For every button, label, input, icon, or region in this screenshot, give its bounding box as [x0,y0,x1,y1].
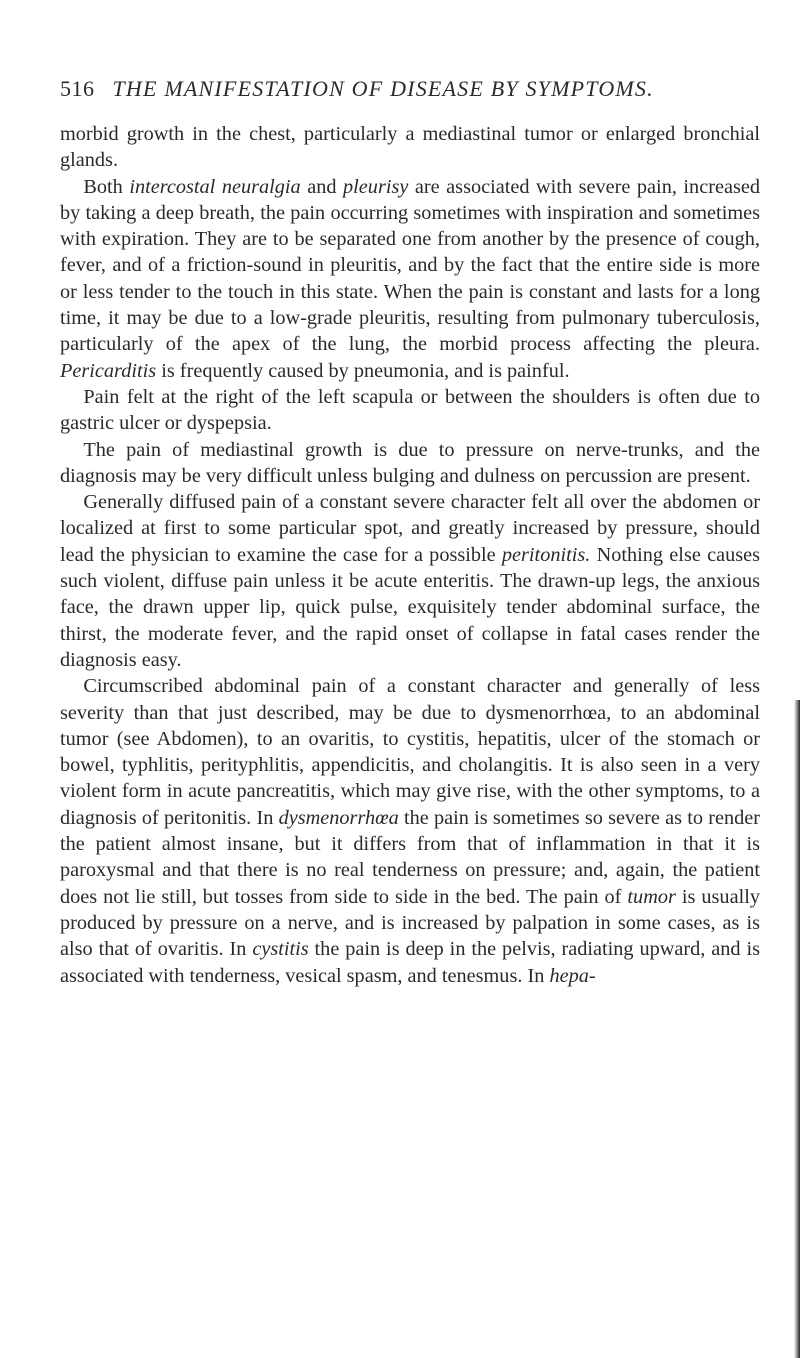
text-span: Pain felt at the right of the left scapula or between the shoulders is often due to gastric ulcer or dyspepsia. [60,385,760,435]
italic-term: cystitis [252,938,309,961]
text-span: morbid growth in the chest, particularly a mediastinal tumor or enlarged bronchial glands. [60,123,760,172]
text-span: The pain of mediastinal growth is due to pressure on nerve-trunks, and the diagnosis may be very difficult unless bulging and dulness on percussion are present. [60,438,760,487]
paragraph-scapula-pain [60,384,760,437]
paragraph-mediastinal-continuation [60,121,760,174]
paragraph-mediastinal-growth [60,437,760,490]
page-edge-shadow [794,700,800,1358]
page-number: 516 [60,76,95,101]
italic-term: pleurisy [343,175,409,198]
paragraph-neuralgia-pleurisy [60,174,760,384]
text-span: are associated with severe pain, increased by taking a deep breath, the pain occurring sometimes with inspiration and sometimes with expiration. They are to be separated one from another by the presence of cough, fever, and of a friction-sound in pleuritis, and by the fact that the entire side is more or less tender to the touch in this state. When the pain is constant and lasts for a long time, it may be due to a low-grade pleuritis, resulting from pulmonary tuberculosis, particularly of the apex of the lung, the morbid process affecting the pleura. [60,175,760,356]
text-span: Nothing else causes such violent, diffuse pain unless it be acute enteritis. The drawn-up legs, the anxious face, the drawn upper lip, quick pulse, exquisitely tender abdominal surface, the thirst, the moderate fever, and the rapid onset of collapse in fatal cases render the diagnosis easy. [60,543,760,671]
italic-term: intercostal neuralgia [129,175,301,198]
text-span: the pain is sometimes so severe as to render the patient almost insane, but it differs from that of inflammation in that it is paroxysmal and that there is no real tenderness on pressure; and, again, the patient does not lie still, but tosses from side to side in the bed. The pain of [60,806,760,908]
italic-term: peritonitis. [501,543,591,566]
text-span: and [300,175,344,198]
running-header [60,76,700,106]
text-span: Circumscribed abdominal pain of a constant character and generally of less severity than that just described, may be due to dysmenorrhœa, to an abdominal tumor (see Abdomen), to an ovaritis, to cystitis, hepatitis, ulcer of the stomach or bowel, typhlitis, perityphlitis, appendicitis, and cholangitis. It is also seen in a very violent form in acute pancreatitis, which may give rise, with the other symptoms, to a diagnosis of peritonitis. In [60,675,760,829]
italic-term: hepa- [549,964,596,987]
text-span: Generally diffused pain of a constant severe character felt all over the abdomen or localized at first to some particular spot, and greatly increased by pressure, should lead the physician to examine the case for a possible [60,491,760,566]
running-title: THE MANIFESTATION OF DISEASE BY SYMPTOMS. [112,76,654,101]
italic-term: Pericarditis [60,359,157,382]
text-span: is frequently caused by pneumonia, and is painful. [156,359,570,382]
text-span: the pain is deep in the pelvis, radiating upward, and is associated with tenderness, vesical spasm, and tenesmus. In [60,938,760,987]
text-span: is usually produced by pressure on a nerve, and is increased by palpation in some cases, as is also that of ovaritis. In [60,885,760,961]
paragraph-circumscribed-pain [60,673,760,989]
text-span: Both [83,175,130,198]
body-text [60,121,760,989]
paragraph-peritonitis [60,489,760,673]
italic-term: tumor [627,885,676,908]
italic-term: dysmenorrhœa [278,806,399,829]
